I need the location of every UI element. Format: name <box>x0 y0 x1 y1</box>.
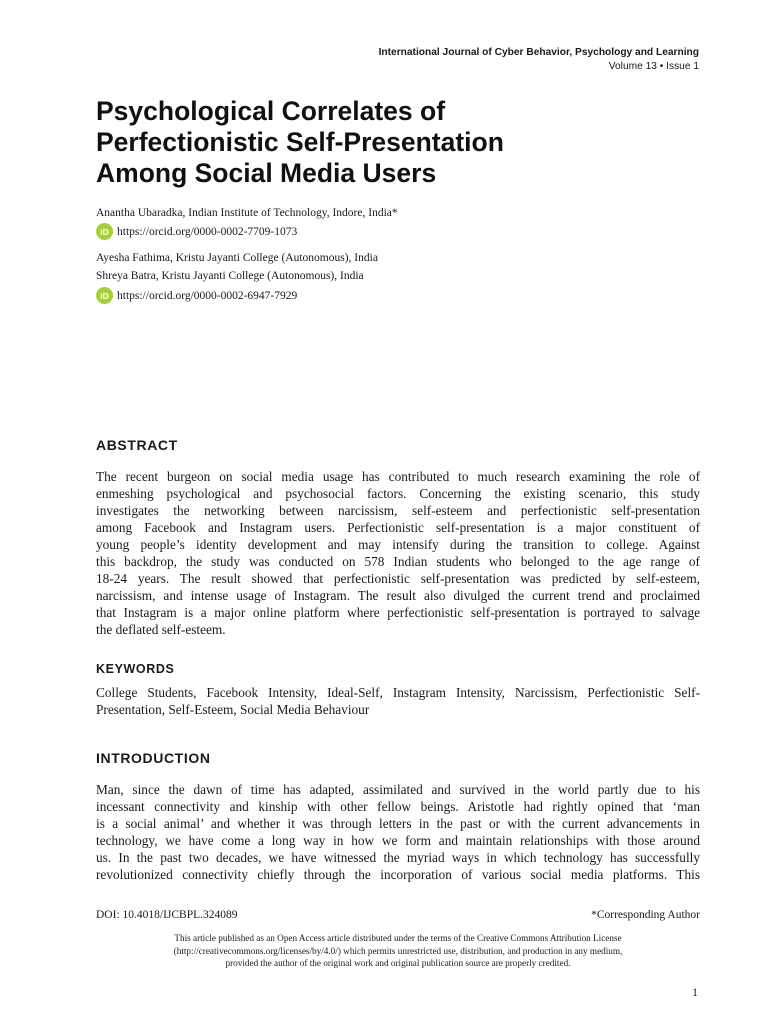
text-line: this backdrop, the study was conducted on 578 Indian students who belonged to the age range of <box>96 554 700 569</box>
author-affiliation: Ayesha Fathima, Kristu Jayanti College (Autonomous), India <box>96 252 378 264</box>
corresponding-author-note: *Corresponding Author <box>591 909 700 921</box>
orcid-link[interactable] <box>96 287 297 304</box>
page-number: 1 <box>692 985 698 999</box>
text-line: among Facebook and Instagram users. Perfectionistic self-presentation is a major constituent of <box>96 520 700 535</box>
title-line: Psychological Correlates of <box>96 96 446 126</box>
abstract-heading: ABSTRACT <box>96 437 178 453</box>
license-line: This article published as an Open Access article distributed under the terms of the Creative Commons Attribution License <box>174 933 622 943</box>
text-line: us. In the past two decades, we have witnessed the myriad ways in which technology has successfully <box>96 850 700 865</box>
title-line: Perfectionistic Self-Presentation <box>96 127 504 157</box>
license-line: provided the author of the original work and original publication source are properly credited. <box>225 958 571 968</box>
article-title <box>96 96 504 189</box>
text-line: narcissism, and intense usage of Instagram. The result also divulged the current trend and proclaimed <box>96 588 700 603</box>
author-affiliation: Anantha Ubaradka, Indian Institute of Technology, Indore, India* <box>96 207 398 219</box>
text-line: Man, since the dawn of time has adapted, assimilated and survived in the world partly due to his <box>96 782 700 797</box>
text-line: The recent burgeon on social media usage has contributed to much research examining the role of <box>96 469 700 484</box>
journal-volume: Volume 13 • Issue 1 <box>608 61 699 72</box>
text-line: technology, we have come a long way in how we form and maintain relationships with those around <box>96 833 700 848</box>
journal-header <box>379 46 699 74</box>
title-line: Among Social Media Users <box>96 158 437 188</box>
introduction-text <box>96 781 700 883</box>
keywords-text <box>96 684 700 718</box>
license-line: (http://creativecommons.org/licenses/by/4.0/) which permits unrestricted use, distribution, and production in any medium, <box>173 945 623 956</box>
text-line: Presentation, Self-Esteem, Social Media Behaviour <box>96 702 370 717</box>
orcid-icon: iD <box>96 287 113 304</box>
orcid-url[interactable]: https://orcid.org/0000-0002-6947-7929 <box>117 289 298 302</box>
orcid-icon: iD <box>96 223 113 240</box>
doi: DOI: 10.4018/IJCBPL.324089 <box>96 909 238 921</box>
text-line: is a social animal’ and whether it was through letters in the past or with the current advancements in <box>96 816 700 831</box>
text-line: the deflated self-esteem. <box>96 622 226 637</box>
journal-name: International Journal of Cyber Behavior, Psychology and Learning <box>378 47 699 58</box>
abstract-text <box>96 468 700 638</box>
orcid-link[interactable] <box>96 223 297 240</box>
introduction-heading: INTRODUCTION <box>96 750 211 766</box>
text-line: 18-24 years. The result showed that perfectionistic self-presentation was predicted by self-esteem, <box>96 571 700 586</box>
keywords-heading: KEYWORDS <box>96 662 175 676</box>
text-line: investigates the networking between narcissism, self-esteem and perfectionistic self-presentation <box>96 503 700 518</box>
text-line: young people’s identity development and may intensify during the transition to college. Against <box>96 537 700 552</box>
license-notice <box>96 932 700 970</box>
author-affiliation: Shreya Batra, Kristu Jayanti College (Autonomous), India <box>96 270 364 282</box>
text-line: College Students, Facebook Intensity, Ideal-Self, Instagram Intensity, Narcissism, Perfectionistic Self- <box>96 685 700 700</box>
orcid-url[interactable]: https://orcid.org/0000-0002-7709-1073 <box>117 225 298 238</box>
text-line: that Instagram is a major online platform where perfectionistic self-presentation is portrayed to salvage <box>96 605 700 620</box>
text-line: revolutionized connectivity chiefly through the incorporation of various social media platforms. This <box>96 867 700 882</box>
text-line: enmeshing psychological and psychosocial factors. Concerning the existing scenario, this study <box>96 486 700 501</box>
text-line: incessant connectivity and kinship with other fellow beings. Aristotle had rightly opined that ‘man <box>96 799 700 814</box>
